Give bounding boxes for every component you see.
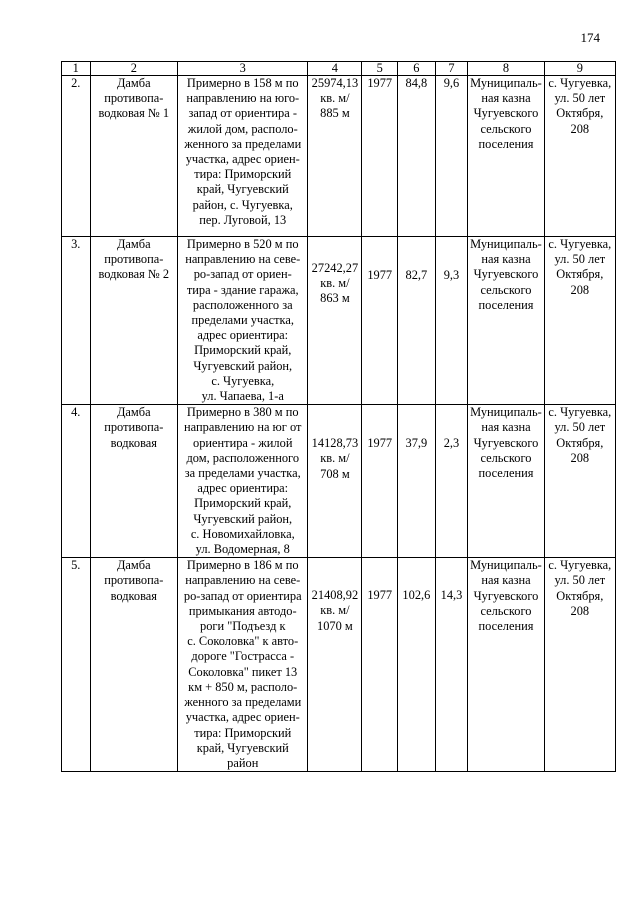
object-value-col7: 14,3: [435, 558, 468, 772]
object-value-col6: 102,6: [398, 558, 436, 772]
object-location: Примерно в 186 м по направлению на севе- ро-запад от ориентира примыкания автодо- роги "Подъезд к с. Соколовка" к авто- дороге "Гострасса - Соколовка" пикет 13 км + 850 м, располо- женного за пределами участка, адрес ориен- тира: Приморский край, Чугуевский район: [178, 558, 308, 772]
object-year: 1977: [362, 237, 398, 405]
object-owner: Муниципаль- ная казна Чугуевского сельского поселения: [468, 76, 544, 237]
row-number: 2.: [62, 76, 91, 237]
header-col-1: 1: [62, 62, 91, 76]
owner-address: с. Чугуевка, ул. 50 лет Октября, 208: [544, 558, 615, 772]
object-value-col7: 9,3: [435, 237, 468, 405]
object-name: Дамба противопа- водковая № 2: [90, 237, 178, 405]
header-col-6: 6: [398, 62, 436, 76]
object-owner: Муниципаль- ная казна Чугуевского сельского поселения: [468, 237, 544, 405]
header-col-3: 3: [178, 62, 308, 76]
header-col-9: 9: [544, 62, 615, 76]
header-col-5: 5: [362, 62, 398, 76]
object-owner: Муниципаль- ная казна Чугуевского сельского поселения: [468, 558, 544, 772]
row-number: 4.: [62, 405, 91, 558]
object-location: Примерно в 520 м по направлению на севе- ро-запад от ориен- тира - здание гаража, расположенного за пределами участка, адрес ориентира: Приморский край, Чугуевский район, с. Чугуевка, ул. Чапаева, 1-а: [178, 237, 308, 405]
owner-address: с. Чугуевка, ул. 50 лет Октября, 208: [544, 76, 615, 237]
object-area: 25974,13 кв. м/ 885 м: [308, 76, 362, 237]
object-value-col7: 2,3: [435, 405, 468, 558]
object-name: Дамба противопа- водковая: [90, 558, 178, 772]
object-value-col7: 9,6: [435, 76, 468, 237]
object-area: 21408,92 кв. м/ 1070 м: [308, 558, 362, 772]
object-name: Дамба противопа- водковая: [90, 405, 178, 558]
row-number: 3.: [62, 237, 91, 405]
object-location: Примерно в 158 м по направлению на юго- запад от ориентира - жилой дом, располо- женного за пределами участка, адрес ориен- тира: Приморский край, Чугуевский район, с. Чугуевка, пер. Луговой, 13: [178, 76, 308, 237]
object-owner: Муниципаль- ная казна Чугуевского сельского поселения: [468, 405, 544, 558]
object-year: 1977: [362, 405, 398, 558]
object-area: 27242,27 кв. м/ 863 м: [308, 237, 362, 405]
property-registry-table: [61, 61, 616, 772]
object-year: 1977: [362, 76, 398, 237]
object-value-col6: 37,9: [398, 405, 436, 558]
object-year: 1977: [362, 558, 398, 772]
owner-address: с. Чугуевка, ул. 50 лет Октября, 208: [544, 237, 615, 405]
table-row: [62, 405, 616, 558]
header-col-7: 7: [435, 62, 468, 76]
header-col-2: 2: [90, 62, 178, 76]
table-row: [62, 558, 616, 772]
header-row: [62, 62, 616, 76]
page-number: 174: [580, 30, 600, 45]
header-col-8: 8: [468, 62, 544, 76]
table-row: [62, 237, 616, 405]
owner-address: с. Чугуевка, ул. 50 лет Октября, 208: [544, 405, 615, 558]
object-area: 14128,73 кв. м/ 708 м: [308, 405, 362, 558]
object-value-col6: 84,8: [398, 76, 436, 237]
object-name: Дамба противопа- водковая № 1: [90, 76, 178, 237]
object-value-col6: 82,7: [398, 237, 436, 405]
object-location: Примерно в 380 м по направлению на юг от ориентира - жилой дом, расположенного за пределами участка, адрес ориентира: Приморский край, Чугуевский район, с. Новомихайловка, ул. Водомерная, 8: [178, 405, 308, 558]
header-col-4: 4: [308, 62, 362, 76]
table-row: [62, 76, 616, 237]
row-number: 5.: [62, 558, 91, 772]
